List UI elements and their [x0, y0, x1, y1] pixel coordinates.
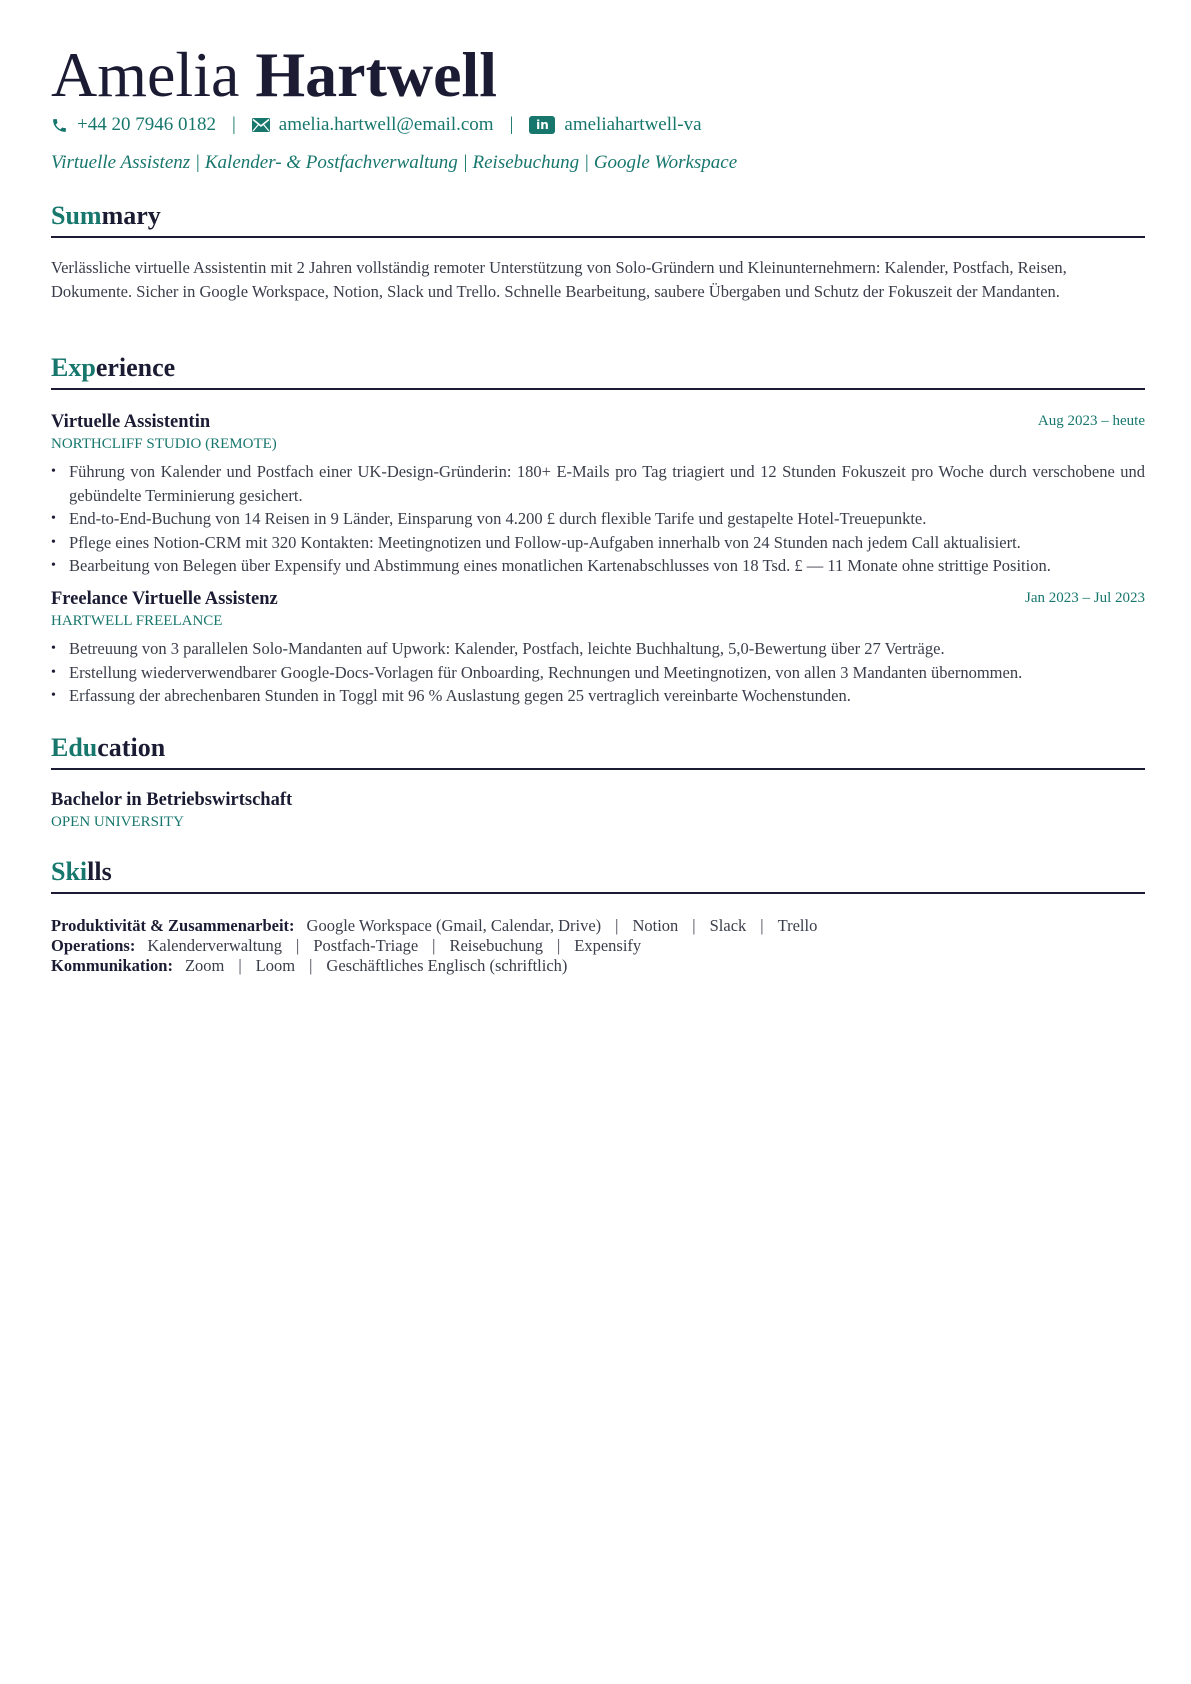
section-heading-summary: [51, 200, 1145, 238]
job-bullet: • End-to-End-Buchung von 14 Reisen in 9 Länder, Einsparung von 4.200 £ durch flexible Tarife und gestapelte Hotel-Treuepunkte.: [69, 507, 1145, 531]
job-bullet: • Führung von Kalender und Postfach einer UK-Design-Gründerin: 180+ E-Mails pro Tag triagiert und 12 Stunden Fokuszeit pro Woche durch verschobene und gebündelte Terminierung gesichert.: [69, 460, 1145, 507]
skill-item: Reisebuchung: [449, 936, 543, 955]
skill-separator: |: [760, 916, 764, 935]
job-dates: Aug 2023 – heute: [1037, 413, 1145, 429]
contact-separator: |: [231, 114, 236, 135]
candidate-name: [51, 38, 497, 112]
job-bullet: • Betreuung von 3 parallelen Solo-Mandanten auf Upwork: Kalender, Postfach, leichte Buchhaltung, 5,0-Bewertung über 27 Verträge.: [69, 637, 1145, 661]
email-icon: [252, 118, 270, 132]
skills-list: [51, 916, 817, 976]
skill-item: Expensify: [574, 936, 642, 955]
section-heading-rest: cation: [97, 733, 166, 762]
skill-separator: |: [238, 956, 242, 975]
job-title: Freelance Virtuelle Assistenz: [51, 589, 278, 609]
section-heading-accent: Sum: [51, 201, 102, 230]
skill-separator: |: [556, 936, 561, 955]
job-bullets: [51, 637, 1145, 708]
section-heading-accent: Ski: [51, 857, 88, 886]
section-heading-rest: mary: [101, 201, 161, 230]
job-company: NORTHCLIFF STUDIO (REMOTE): [51, 436, 277, 452]
section-heading-accent: Exp: [51, 353, 96, 382]
phone-icon: [51, 117, 68, 134]
skill-item: Kalenderverwaltung: [147, 936, 283, 955]
job-bullet: • Bearbeitung von Belegen über Expensify und Abstimmung eines monatlichen Kartenabschlusses von 18 Tsd. £ — 11 Monate ohne strittige Position.: [69, 554, 1145, 578]
skill-item: Geschäftliches Englisch (schriftlich): [326, 956, 568, 975]
skill-item: Trello: [777, 916, 818, 935]
section-heading-experience: [51, 352, 1145, 390]
skill-separator: |: [432, 936, 436, 955]
summary-text: Verlässliche virtuelle Assistentin mit 2 Jahren vollständig remoter Unterstützung von Solo-Gründern und Kleinunternehmern: Kalender, Postfach, Reisen, Dokumente. Sicher in Google Workspace, Notion, Slack und Trello. Schnelle Bearbeitung, saubere Übergaben und Schutz der Fokuszeit der Mandanten.: [51, 258, 1067, 301]
skill-item: Postfach-Triage: [313, 936, 419, 955]
degree-title: Bachelor in Betriebswirtschaft: [51, 790, 293, 810]
linkedin-handle: ameliahartwell-va: [564, 114, 702, 135]
skill-item: Slack: [709, 916, 747, 935]
job-dates: Jan 2023 – Jul 2023: [1025, 590, 1145, 606]
section-heading-skills: [51, 856, 1145, 894]
job-bullet: • Erstellung wiederverwendbarer Google-Docs-Vorlagen für Onboarding, Rechnungen und Meetingnotizen, von allen 3 Mandanten übernommen.: [69, 661, 1145, 685]
skill-category: Operations:: [51, 936, 136, 955]
skill-category: Kommunikation:: [51, 956, 173, 975]
contact-separator: |: [509, 114, 514, 135]
section-heading-education: [51, 732, 1145, 770]
email-address: amelia.hartwell@email.com: [278, 114, 494, 135]
job-company: HARTWELL FREELANCE: [51, 613, 223, 629]
job-bullets: [51, 460, 1145, 578]
linkedin-icon: [529, 116, 555, 134]
last-name: Hartwell: [255, 39, 498, 110]
job-bullet: • Erfassung der abrechenbaren Stunden in Toggl mit 96 % Auslastung gegen 25 vertraglich vereinbarte Wochenstunden.: [69, 684, 1145, 708]
skill-separator: |: [309, 956, 313, 975]
school-name: OPEN UNIVERSITY: [51, 814, 184, 830]
skill-item: Zoom: [184, 956, 225, 975]
skill-separator: |: [296, 936, 300, 955]
phone-number: +44 20 7946 0182: [77, 114, 216, 135]
skill-category: Produktivität & Zusammenarbeit:: [51, 916, 295, 935]
section-heading-rest: lls: [87, 857, 112, 886]
professional-tagline: Virtuelle Assistenz | Kalender- & Postfachverwaltung | Reisebuchung | Google Workspace: [51, 152, 738, 173]
phone-contact[interactable]: [51, 112, 216, 138]
section-heading-rest: erience: [95, 353, 176, 382]
skill-item: Notion: [632, 916, 679, 935]
linkedin-contact[interactable]: [529, 112, 701, 138]
contact-line: [51, 112, 702, 138]
skill-item: Loom: [255, 956, 296, 975]
job-bullet: • Pflege eines Notion-CRM mit 320 Kontakten: Meetingnotizen und Follow-up-Aufgaben innerhalb von 24 Stunden nach jedem Call aktualisiert.: [69, 531, 1145, 555]
first-name: Amelia: [51, 39, 240, 110]
job-title: Virtuelle Assistentin: [51, 412, 211, 432]
email-contact[interactable]: [252, 112, 494, 138]
skill-separator: |: [692, 916, 696, 935]
skill-separator: |: [615, 916, 619, 935]
skill-row: [51, 936, 817, 956]
section-heading-accent: Edu: [51, 733, 98, 762]
skill-row: [51, 956, 817, 976]
linkedin-badge: in: [529, 116, 555, 134]
skill-row: [51, 916, 817, 936]
skill-item: Google Workspace (Gmail, Calendar, Drive): [306, 916, 602, 935]
